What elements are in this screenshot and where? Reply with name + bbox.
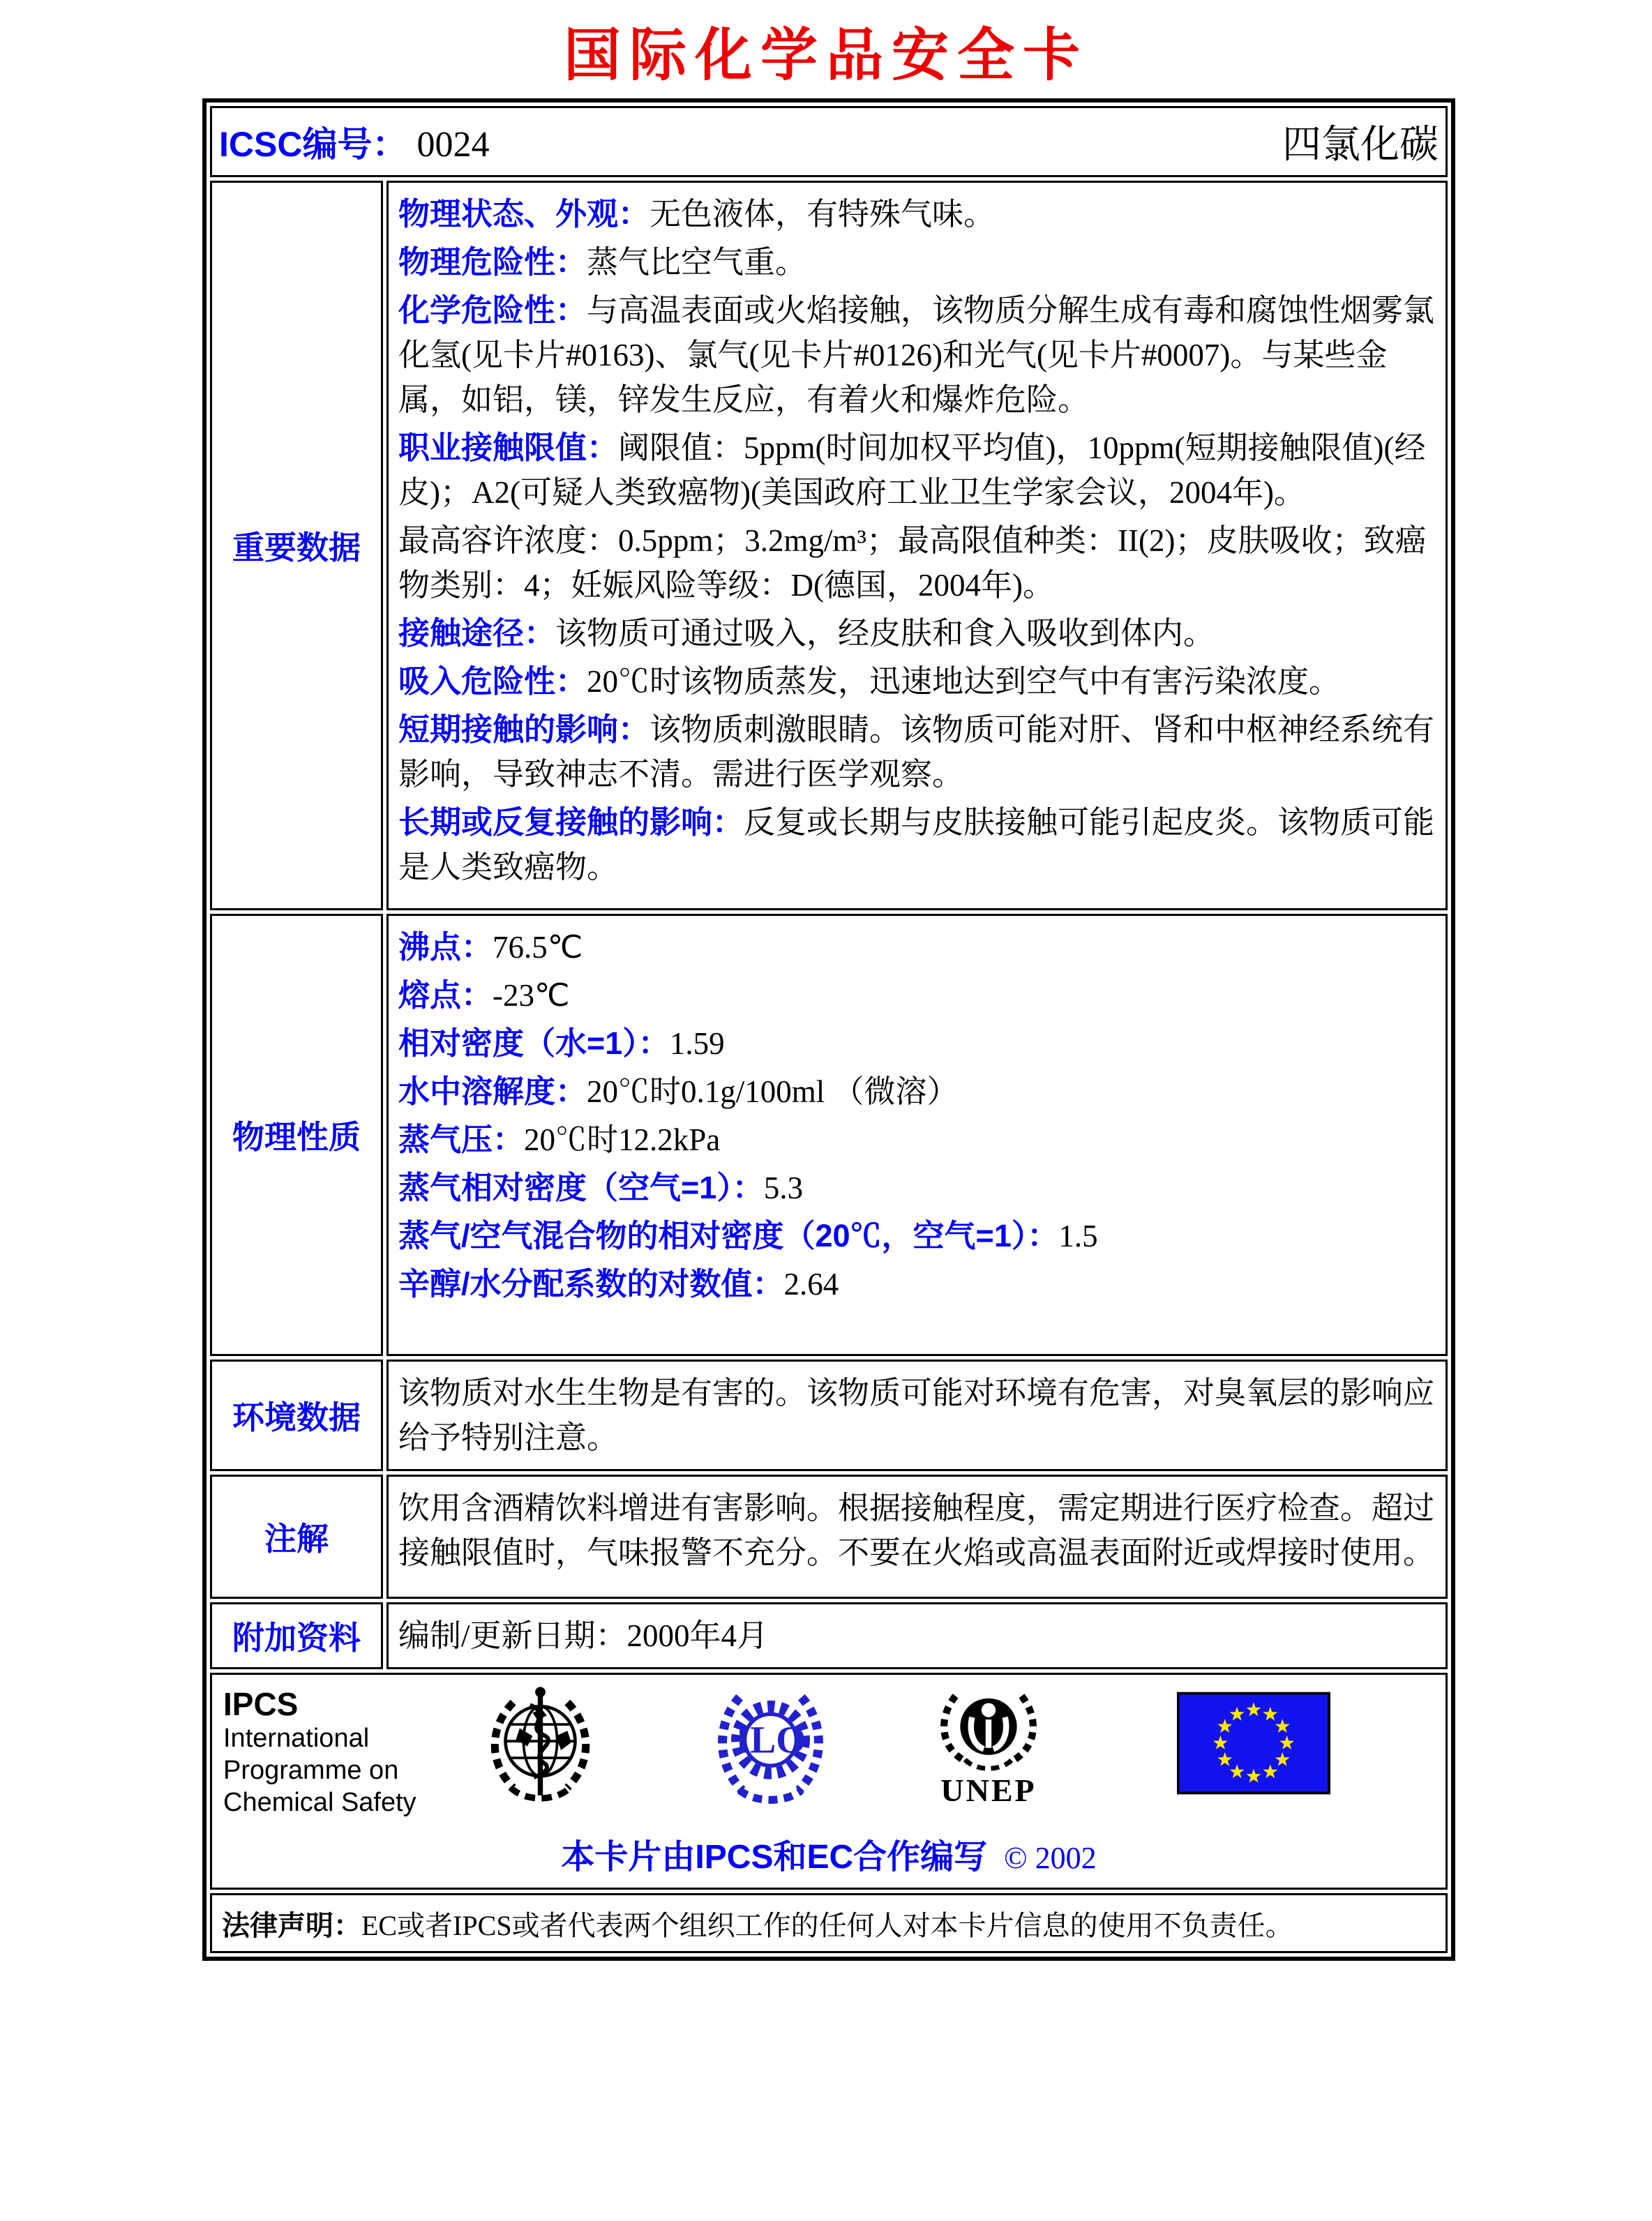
important-data-item (398, 611, 1436, 656)
important-data-row (210, 181, 1448, 910)
caption-year: © 2002 (1004, 1841, 1097, 1875)
property-value: 2.64 (783, 1267, 839, 1302)
ipcs-text-block (223, 1682, 433, 1819)
property-item (398, 1166, 1436, 1210)
notes-row (210, 1475, 1448, 1599)
property-value: 1.5 (1058, 1219, 1098, 1253)
field-label: 物理状态、外观： (398, 196, 650, 232)
svg-text:ILO: ILO (735, 1719, 806, 1762)
eu-flag-icon (1177, 1692, 1330, 1798)
property-value: -23℃ (493, 978, 570, 1013)
field-value: 20℃时该物质蒸发，迅速地达到空气中有害污染浓度。 (587, 664, 1341, 699)
field-value: 无色液体，有特殊气味。 (649, 197, 996, 232)
important-data-item (398, 659, 1436, 704)
additional-info-row-label: 附加资料 (210, 1602, 383, 1669)
notes-row-label: 注解 (210, 1475, 383, 1599)
field-value: 反复或长期与皮肤接触可能引起皮炎。该物质可能是人类致癌物。 (398, 805, 1435, 884)
important-data-row-label: 重要数据 (210, 181, 383, 910)
field-label: 化学危险性： (398, 292, 587, 328)
field-value: 最高容许浓度：0.5ppm；3.2mg/m³；最高限值种类：II(2)；皮肤吸收；致癌物类别：4；妊娠风险等级：D(德国，2004年)。 (398, 523, 1427, 603)
important-data-item (398, 192, 1436, 236)
field-label: 物理危险性： (398, 244, 587, 280)
property-label: 蒸气压： (398, 1122, 525, 1157)
ipcs-subtitle-line: International (223, 1724, 370, 1753)
icsc-card (202, 98, 1455, 1961)
important-data-item (398, 426, 1436, 515)
property-label: 水中溶解度： (398, 1074, 587, 1109)
chemical-name: 四氯化碳 (1282, 123, 1439, 167)
important-data-item (398, 518, 1436, 608)
property-label: 熔点： (398, 977, 493, 1013)
who-logo-icon (476, 1682, 605, 1814)
environmental-data-content (386, 1360, 1448, 1471)
field-value: 与高温表面或火焰接触，该物质分解生成有毒和腐蚀性烟雾氯化氢(见卡片#0163)、氯气(见卡片#0126)和光气(见卡片#0007)。与某些金属，如铝，镁，锌发生反应，有着火和爆炸危险。 (398, 293, 1435, 417)
card-caption (223, 1830, 1434, 1878)
icsc-number-value: 0024 (416, 125, 490, 165)
property-value: 1.59 (669, 1026, 725, 1061)
important-data-item (398, 707, 1436, 797)
important-data-item (398, 240, 1436, 285)
property-value: 5.3 (763, 1170, 804, 1205)
additional-info-content (386, 1602, 1448, 1669)
important-data-content (386, 181, 1448, 910)
legal-text: EC或者IPCS或者代表两个组织工作的任何人对本卡片信息的使用不负责任。 (361, 1909, 1293, 1941)
important-data-item (398, 288, 1436, 422)
property-label: 辛醇/水分配系数的对数值： (398, 1266, 784, 1302)
property-label: 相对密度（水=1）： (398, 1025, 670, 1061)
property-label: 蒸气/空气混合物的相对密度（20℃，空气=1）： (398, 1218, 1059, 1253)
field-label: 长期或反复接触的影响： (398, 804, 744, 840)
property-value: 20℃时12.2kPa (524, 1122, 721, 1157)
legal-label: 法律声明： (222, 1910, 361, 1941)
property-value: 20℃时0.1g/100ml （微溶） (587, 1074, 959, 1109)
field-value: 阈限值：5ppm(时间加权平均值)，10ppm(短期接触限值)(经皮)；A2(可疑人类致癌物)(美国政府工业卫生学家会议，2004年)。 (398, 430, 1426, 510)
property-item (398, 1262, 1436, 1307)
field-value: 蒸气比空气重。 (587, 245, 807, 280)
physical-properties-row (210, 914, 1448, 1356)
property-item (398, 1021, 1436, 1066)
physical-properties-row-label: 物理性质 (210, 914, 383, 1356)
property-item (398, 973, 1436, 1018)
logos-row (210, 1673, 1448, 1890)
unep-logo-label: UNEP (940, 1772, 1037, 1808)
property-value: 76.5℃ (493, 930, 583, 965)
caption-text: 本卡片由IPCS和EC合作编写 (561, 1839, 988, 1876)
property-label: 沸点： (398, 929, 493, 965)
additional-info-text: 编制/更新日期：2000年4月 (398, 1618, 769, 1653)
icsc-number-field (219, 116, 489, 167)
ipcs-subtitle-line: Chemical Safety (223, 1788, 416, 1817)
page-title: 国际化学品安全卡 (563, 24, 1088, 87)
notes-content (386, 1475, 1448, 1599)
field-label: 职业接触限值： (398, 430, 619, 465)
property-label: 蒸气相对密度（空气=1）： (398, 1170, 764, 1205)
icsc-number-label: ICSC编号： (219, 125, 407, 164)
property-item (398, 1117, 1436, 1162)
environmental-data-row-label: 环境数据 (210, 1360, 383, 1471)
field-label: 短期接触的影响： (398, 712, 650, 747)
notes-text: 饮用含酒精饮料增进有害影响。根据接触程度，需定期进行医疗检查。超过接触限值时，气味报警不充分。不要在火焰或高温表面附近或焊接时使用。 (398, 1491, 1435, 1570)
legal-row (210, 1893, 1448, 1953)
additional-info-row (210, 1602, 1448, 1669)
field-label: 接触途径： (398, 615, 556, 651)
unep-logo-icon (929, 1682, 1048, 1809)
legal-notice (210, 1893, 1448, 1953)
property-item (398, 1214, 1436, 1258)
ilo-logo-icon (706, 1682, 835, 1814)
environmental-data-row (210, 1360, 1448, 1471)
field-value: 该物质可通过吸入，经皮肤和食入吸收到体内。 (555, 616, 1215, 651)
property-item (398, 925, 1436, 970)
card-header-row (210, 106, 1448, 177)
important-data-item (398, 800, 1436, 889)
environmental-data-text: 该物质对水生生物是有害的。该物质可能对环境有危害，对臭氧层的影响应给予特别注意。 (398, 1376, 1435, 1455)
physical-properties-content (386, 914, 1448, 1356)
property-item (398, 1069, 1436, 1114)
ipcs-title: IPCS (223, 1686, 299, 1722)
ipcs-subtitle-line: Programme on (223, 1756, 399, 1785)
field-label: 吸入危险性： (398, 663, 587, 699)
field-value: 该物质刺激眼睛。该物质可能对肝、肾和中枢神经系统有影响，导致神志不清。需进行医学观察。 (398, 712, 1435, 792)
